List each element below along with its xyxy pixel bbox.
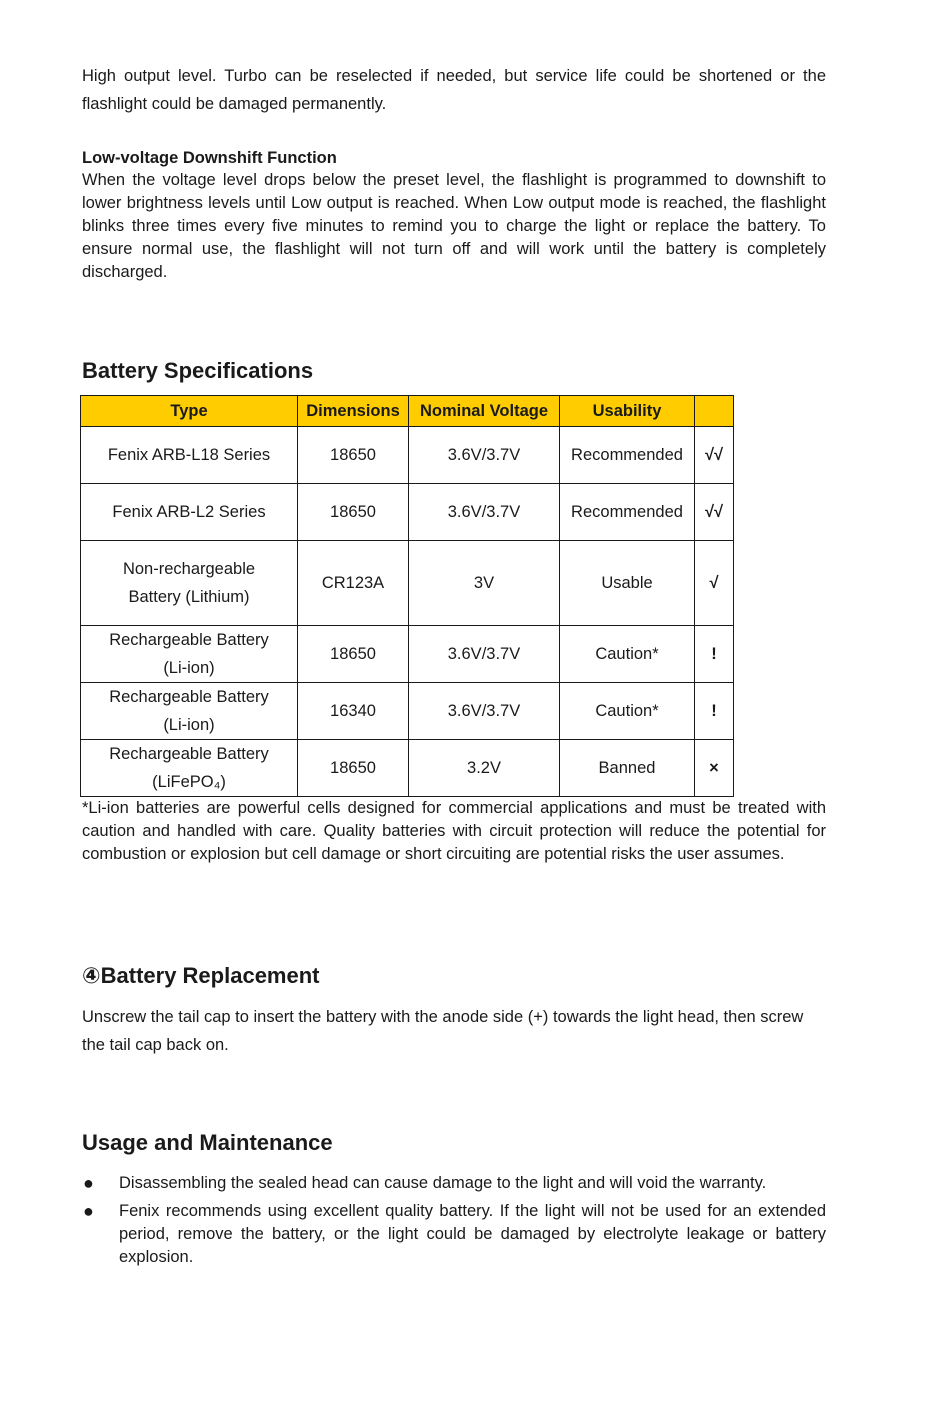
- cell-type: Fenix ARB-L2 Series: [81, 484, 298, 541]
- list-item-text: Disassembling the sealed head can cause damage to the light and will void the warranty.: [119, 1174, 767, 1192]
- list-item-text: Fenix recommends using excellent quality battery. If the light will not be used for an extended period, remove the battery, or the light could be damaged by electrolyte leakage or battery explosion.: [119, 1202, 826, 1266]
- cell-mark: √√: [695, 427, 734, 484]
- cell-dimensions: 18650: [298, 427, 409, 484]
- cell-dimensions: 16340: [298, 683, 409, 740]
- cell-usability: Recommended: [560, 484, 695, 541]
- cell-voltage: 3.2V: [409, 740, 560, 797]
- cell-usability: Recommended: [560, 427, 695, 484]
- cell-type: Non-rechargeable Battery (Lithium): [81, 541, 298, 626]
- cell-usability: Usable: [560, 541, 695, 626]
- cell-usability: Caution*: [560, 683, 695, 740]
- cell-mark: √√: [695, 484, 734, 541]
- header-voltage: Nominal Voltage: [409, 396, 560, 427]
- cell-voltage: 3V: [409, 541, 560, 626]
- low-voltage-paragraph: When the voltage level drops below the preset level, the flashlight is programmed to downshift to lower brightness levels until Low output is reached. When Low output mode is reached, the flashlight blinks three times every five minutes to remind you to charge the light or replace the battery. To ensure normal use, the flashlight will not turn off and will work until the battery is completely discharged.: [82, 171, 826, 281]
- list-item: [82, 1200, 826, 1269]
- bullet-icon: ●: [83, 1201, 94, 1221]
- cell-usability: Caution*: [560, 626, 695, 683]
- cell-type: Rechargeable Battery (LiFePO₄): [81, 740, 298, 797]
- cell-dimensions: 18650: [298, 740, 409, 797]
- cell-mark: ×: [695, 740, 734, 797]
- header-type: Type: [81, 396, 298, 427]
- cell-type: Rechargeable Battery (Li-ion): [81, 683, 298, 740]
- table-row: [81, 427, 734, 484]
- table-row: [81, 683, 734, 740]
- cell-voltage: 3.6V/3.7V: [409, 683, 560, 740]
- cell-usability: Banned: [560, 740, 695, 797]
- table-row: [81, 484, 734, 541]
- cell-mark: !: [695, 683, 734, 740]
- cell-voltage: 3.6V/3.7V: [409, 427, 560, 484]
- list-item: [82, 1172, 826, 1195]
- table-header-row: [81, 396, 734, 427]
- cell-mark: √: [695, 541, 734, 626]
- header-dimensions: Dimensions: [298, 396, 409, 427]
- low-voltage-heading: Low-voltage Downshift Function: [82, 149, 337, 167]
- usage-list: [82, 1172, 826, 1274]
- usage-heading: Usage and Maintenance: [82, 1130, 333, 1155]
- cell-dimensions: CR123A: [298, 541, 409, 626]
- table-row: [81, 626, 734, 683]
- header-mark: [695, 396, 734, 427]
- battery-replacement-paragraph: Unscrew the tail cap to insert the battery with the anode side (+) towards the light head, then screw the tail cap back on.: [82, 1008, 804, 1054]
- cell-dimensions: 18650: [298, 626, 409, 683]
- cell-voltage: 3.6V/3.7V: [409, 626, 560, 683]
- table-row: [81, 740, 734, 797]
- cell-mark: !: [695, 626, 734, 683]
- battery-spec-table: [80, 395, 734, 797]
- bullet-icon: ●: [83, 1173, 94, 1193]
- battery-specs-heading: Battery Specifications: [82, 358, 314, 383]
- battery-replacement-heading: ④Battery Replacement: [82, 963, 320, 988]
- li-ion-caution-note: *Li-ion batteries are powerful cells designed for commercial applications and must be treated with caution and handled with care. Quality batteries with circuit protection will reduce the potential for combustion or explosion but cell damage or short circuiting are potential risks the user assumes.: [82, 799, 826, 863]
- cell-voltage: 3.6V/3.7V: [409, 484, 560, 541]
- cell-type: Rechargeable Battery (Li-ion): [81, 626, 298, 683]
- cell-type: Fenix ARB-L18 Series: [81, 427, 298, 484]
- cell-dimensions: 18650: [298, 484, 409, 541]
- intro-paragraph: High output level. Turbo can be reselected if needed, but service life could be shortened or the flashlight could be damaged permanently.: [82, 67, 826, 113]
- table-row: [81, 541, 734, 626]
- header-usability: Usability: [560, 396, 695, 427]
